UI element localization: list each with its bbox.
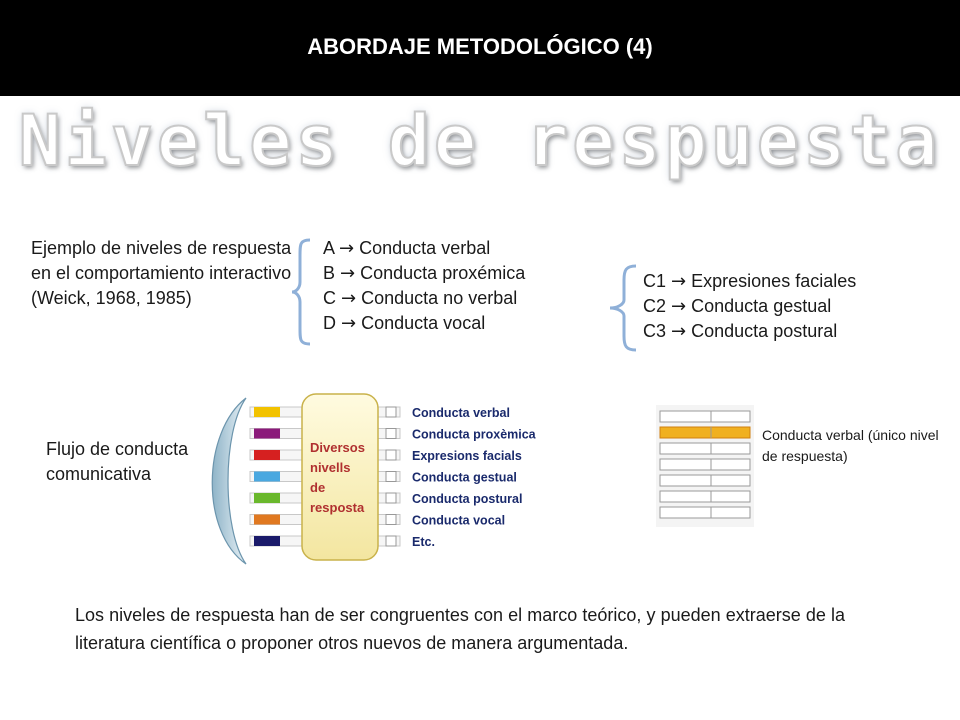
diagram-item-label: Conducta gestual — [412, 470, 517, 485]
sublevel-item-c2: C2 → Conducta gestual — [643, 296, 832, 317]
diagram-item-label: Conducta vocal — [412, 513, 506, 528]
diagram-center-line: Diversos — [310, 440, 365, 455]
sublevel-item-c1: C1 → Expresiones faciales — [643, 271, 857, 292]
diagram-item-label: Conducta verbal — [412, 406, 510, 420]
center-box — [302, 394, 378, 560]
diagram-row-marker — [386, 493, 396, 503]
sublevels-list — [643, 269, 943, 344]
thumbnail-row — [660, 475, 750, 486]
diagram-color-chip — [254, 472, 280, 482]
right-bracket-icon — [606, 262, 640, 354]
diagram-color-chip — [254, 429, 280, 439]
diagram-color-chip — [254, 493, 280, 503]
thumbnail-row — [660, 443, 750, 454]
slide-header — [0, 0, 960, 96]
diagram-center-line: de — [310, 480, 326, 495]
diagram-color-chip — [254, 536, 280, 546]
thumbnail-highlight-row — [660, 427, 750, 438]
header-title: ABORDAJE METODOLÓGICO (4) — [307, 34, 653, 59]
diagram-item-label: Etc. — [412, 535, 435, 549]
single-level-label: Conducta verbal (único nivel de respuesta) — [762, 427, 939, 464]
diagram-center-line: nivells — [310, 460, 351, 475]
thumbnail-row — [660, 459, 750, 470]
diagram-item-label: Expresions facials — [412, 449, 522, 463]
diagram-row-marker — [386, 450, 396, 460]
diagram-item-label: Conducta proxèmica — [412, 427, 536, 442]
levels-list — [323, 236, 623, 336]
diagram-color-chip — [254, 450, 280, 460]
diagram-center-line: resposta — [310, 500, 365, 515]
level-item-a: A → Conducta verbal — [323, 238, 491, 259]
level-item-d: D → Conducta vocal — [323, 313, 486, 334]
flow-arc — [212, 398, 246, 564]
thumbnail-row — [660, 507, 750, 518]
response-levels-diagram — [200, 392, 560, 570]
arrow-right-icon: → — [671, 271, 687, 292]
thumbnail-row — [660, 491, 750, 502]
diagram-item-label: Conducta postural — [412, 492, 523, 506]
arrow-right-icon: → — [341, 313, 357, 334]
diagram-row-marker — [386, 429, 396, 439]
diagram-row-marker — [386, 536, 396, 546]
arrow-right-icon: → — [341, 288, 357, 309]
arrow-right-icon: → — [671, 321, 687, 342]
arrow-right-icon: → — [671, 296, 687, 317]
level-item-c: C → Conducta no verbal — [323, 288, 518, 309]
thumbnail-row — [660, 411, 750, 422]
sublevel-item-c3: C3 → Conducta postural — [643, 321, 838, 342]
diagram-row-marker — [386, 407, 396, 417]
diagram-row-marker — [386, 472, 396, 482]
flow-label: Flujo de conducta comunicativa — [46, 439, 189, 484]
diagram-color-chip — [254, 407, 280, 417]
single-level-thumbnail — [656, 405, 754, 527]
left-bracket-icon — [290, 236, 314, 348]
footer-note: Los niveles de respuesta han de ser congruentes con el marco teórico, y pueden extraerse de la literatura científica o proponer otros nuevos de manera argumentada. — [75, 605, 845, 653]
diagram-row-marker — [386, 515, 396, 525]
level-item-b: B → Conducta proxémica — [323, 263, 526, 284]
main-title: Niveles de respuesta — [18, 100, 942, 182]
diagram-color-chip — [254, 515, 280, 525]
arrow-right-icon: → — [339, 238, 355, 259]
diagram-labels — [412, 406, 537, 549]
example-description: Ejemplo de niveles de respuesta en el comportamiento interactivo (Weick, 1968, 1985) — [31, 238, 292, 308]
arrow-right-icon: → — [340, 263, 356, 284]
